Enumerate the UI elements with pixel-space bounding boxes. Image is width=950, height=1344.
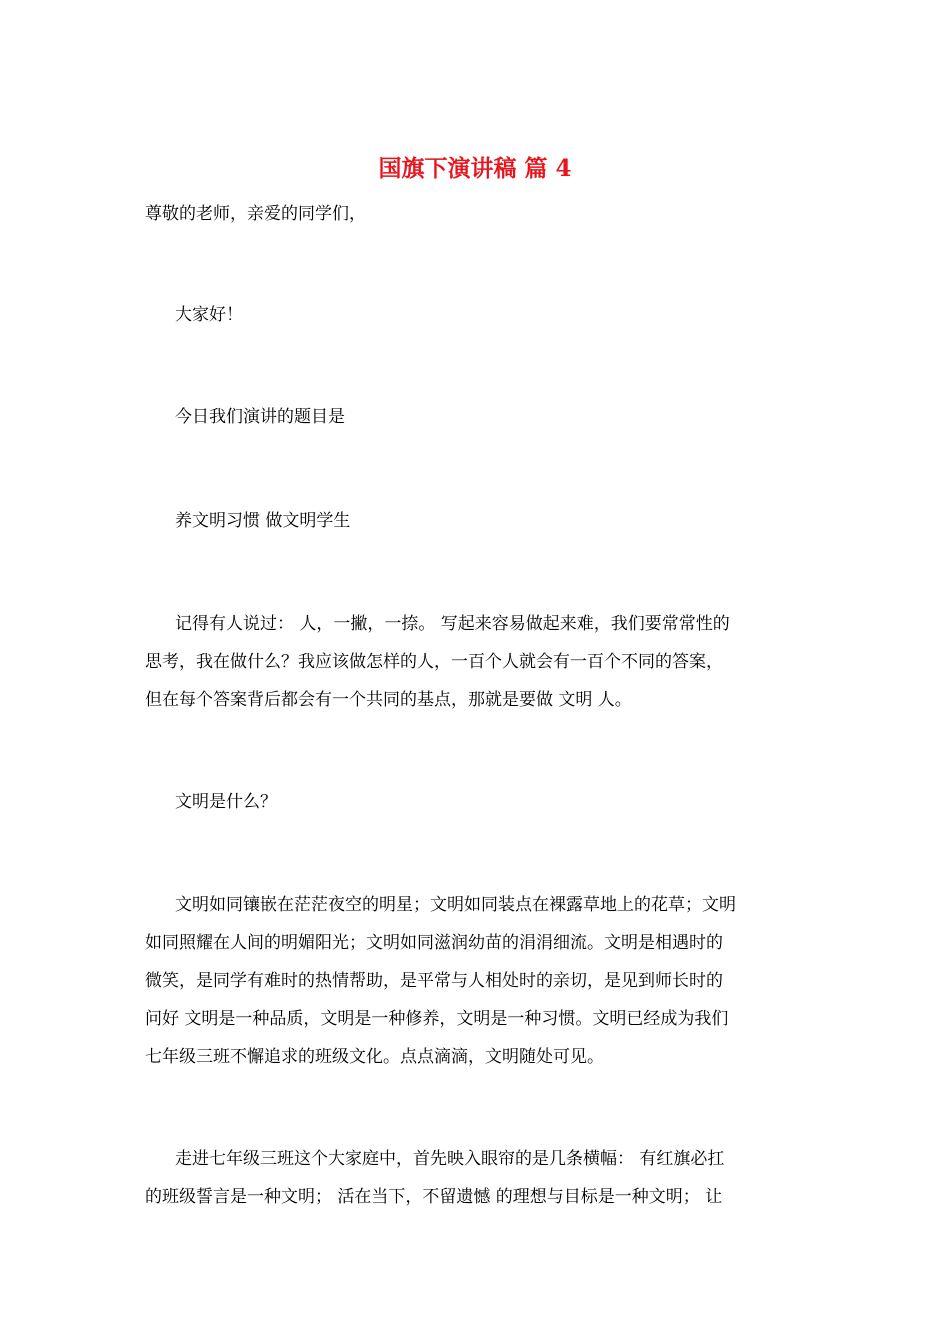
paragraph-2 (145, 886, 807, 1076)
paragraph-1 (145, 605, 807, 719)
greeting (145, 296, 807, 334)
paragraph-2-line: 文明如同镶嵌在茫茫夜空的明星；文明如同装点在裸露草地上的花草；文明 (175, 895, 736, 915)
paragraph-2-line: 如同照耀在人间的明媚阳光；文明如同滋润幼苗的涓涓细流。文明是相遇时的 (145, 933, 723, 953)
paragraph-3-line: 的班级誓言是一种文明； 活在当下，不留遗憾 的理想与目标是一种文明； 让 (145, 1187, 723, 1207)
topic-intro-line: 今日我们演讲的题目是 (175, 407, 345, 427)
salutation (145, 195, 807, 233)
paragraph-2-line: 问好 文明是一种品质，文明是一种修养，文明是一种习惯。文明已经成为我们 (145, 1009, 729, 1029)
greeting-line: 大家好！ (175, 305, 243, 325)
speech-topic-line: 养文明习惯 做文明学生 (175, 511, 351, 531)
paragraph-3 (145, 1140, 807, 1216)
question (145, 783, 807, 821)
paragraph-2-line: 微笑，是同学有难时的热情帮助，是平常与人相处时的亲切，是见到师长时的 (145, 971, 723, 991)
paragraph-1-line: 记得有人说过： 人，一撇，一捺。 写起来容易做起来难，我们要常常性的 (175, 614, 730, 634)
speech-topic (145, 502, 807, 540)
paragraph-3-line: 走进七年级三班这个大家庭中，首先映入眼帘的是几条横幅： 有红旗必扛 (175, 1149, 725, 1169)
paragraph-1-line: 思考，我在做什么？我应该做怎样的人，一百个人就会有一百个不同的答案， (145, 652, 723, 672)
paragraph-1-line: 但在每个答案背后都会有一个共同的基点，那就是要做 文明 人。 (145, 690, 632, 710)
paragraph-2-line: 七年级三班不懈追求的班级文化。点点滴滴，文明随处可见。 (145, 1047, 604, 1067)
page-title: 国旗下演讲稿 篇 4 (378, 155, 572, 182)
salutation-line: 尊敬的老师，亲爱的同学们， (145, 204, 366, 224)
topic-intro (145, 398, 807, 436)
question-line: 文明是什么？ (175, 792, 277, 812)
